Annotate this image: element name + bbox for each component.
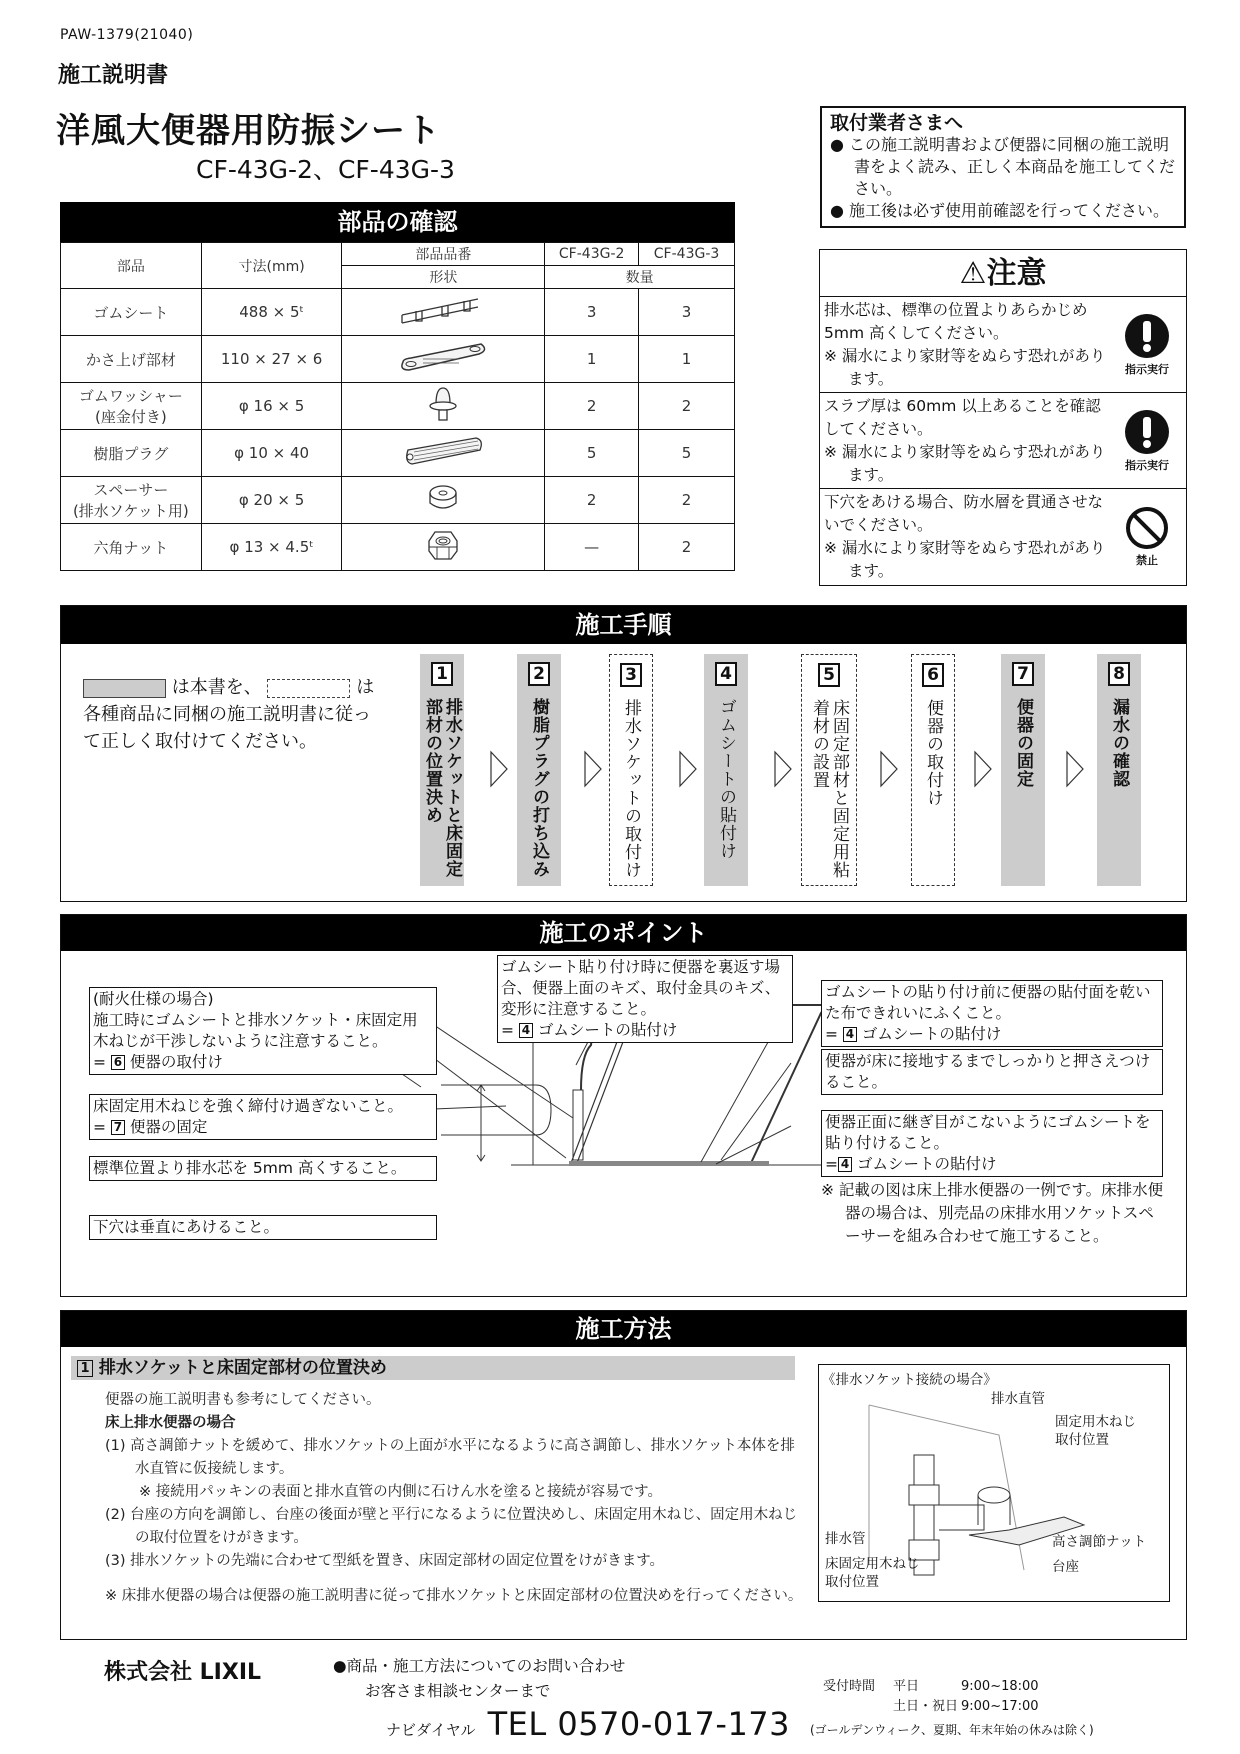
table-row	[61, 336, 735, 383]
warning-triangle-icon: ⚠	[959, 256, 987, 291]
part-name: 六角ナット	[61, 524, 202, 571]
section-header-parts: 部品の確認	[60, 202, 735, 242]
callout-flip-toilet: ゴムシート貼り付け時に便器を裏返す場合、便器上面のキズ、取付金具のキズ、変形に注意すること。 = 4 ゴムシートの貼付け	[497, 955, 793, 1043]
chevron-right-icon	[1065, 750, 1085, 788]
resin-plug-icon	[400, 434, 486, 468]
callout-screw: 床固定用木ねじを強く締付け過ぎないこと。 = 7 便器の固定	[89, 1094, 437, 1140]
prohibited-icon	[1125, 506, 1169, 550]
part-shape	[342, 289, 545, 336]
section-header-method: 施工方法	[61, 1311, 1186, 1347]
page-title: 洋風大便器用防振シート	[56, 111, 441, 151]
company-logo: 株式会社 LIXIL	[104, 1660, 262, 1685]
part-name: ゴムワッシャー (座金付き)	[61, 383, 202, 430]
callout-wipe-surface: ゴムシートの貼り付け前に便器の貼付面を乾いた布できれいにふくこと。 = 4 ゴムシートの貼付け	[821, 980, 1163, 1047]
step-8: 8 漏水の確認	[1097, 654, 1141, 886]
col-header-model-b: CF-43G-3	[639, 243, 735, 266]
model-numbers: CF-43G-2、CF-43G-3	[196, 155, 455, 184]
qty-cf-43g-3: 2	[639, 383, 735, 430]
chevron-right-icon	[489, 750, 509, 788]
inquiry-text: ●商品・施工方法についてのお問い合わせ お客さま相談センターまで	[333, 1657, 626, 1700]
method-step-header: 1 排水ソケットと床固定部材の位置決め	[71, 1356, 795, 1380]
part-shape	[342, 383, 545, 430]
part-size: φ 10 × 40	[201, 430, 342, 477]
hex-nut-icon	[425, 527, 461, 563]
qty-cf-43g-3: 5	[639, 430, 735, 477]
notice-title: 取付業者さまへ	[830, 112, 964, 134]
rubber-sheet-icon	[398, 293, 488, 327]
legend-swatch-this-manual	[83, 679, 166, 698]
notice-item: ● この施工説明書および便器に同梱の施工説明書をよく読み、正しく本商品を施工してください。	[830, 135, 1175, 198]
table-row	[61, 383, 735, 430]
installation-points-section	[60, 914, 1187, 1297]
installation-method-section	[60, 1310, 1187, 1640]
diagram-note: ※ 記載の図は床上排水便器の一例です。床排水便器の場合は、別売品の床排水用ソケットスペーサーを組み合わせて施工すること。	[821, 1181, 1164, 1245]
caution-item: 排水芯は、標準の位置よりあらかじめ 5mm 高くしてください。 ※ 漏水により家財等をぬらす恐れがあります。 指示実行	[820, 297, 1186, 393]
part-shape	[342, 524, 545, 571]
bullet-icon: ●	[830, 135, 850, 154]
method-body: 便器の施工説明書も参考にしてください。 床上排水便器の場合 (1) 高さ調節ナットを緩めて、排水ソケットの上面が水平になるように高さ調節し、排水ソケット本体を排水直管に仮接続します。 ※ 接続用パッキンの表面と排水直管の内側に石けん水を塗ると接続が容易です。 (2) 台座の方向を調節し、台座の後面が壁と平行になるように位置決めし、床固定用木ねじ、固定用木ねじの取付位置をけがきます。 (3) 排水ソケットの先端に合わせて型紙を置き、床固定部材の固定位置をけがきます。 ※ 床排水便器の場合は便器の施工説明書に従って排水ソケットと床固定部材の位置決めを行ってください。	[105, 1392, 803, 1604]
installer-notice	[820, 106, 1186, 228]
col-header-size: 寸法(mm)	[201, 243, 342, 289]
mandatory-icon	[1124, 313, 1170, 359]
business-hours: 受付時間 平日 9:00~18:00 土日・祝日 9:00~17:00	[823, 1679, 1039, 1714]
holiday-note: (ゴールデンウィーク、夏期、年末年始の休みは除く)	[810, 1723, 1094, 1737]
legend-swatch-other-manual	[267, 679, 350, 698]
step-4: 4 ゴムシートの貼付け	[704, 654, 748, 886]
spacer-icon	[426, 481, 460, 515]
qty-cf-43g-2: 1	[545, 336, 639, 383]
qty-cf-43g-2: 2	[545, 383, 639, 430]
part-size: 488 × 5ᵗ	[201, 289, 342, 336]
document-code: PAW-1379(21040)	[60, 27, 194, 43]
phone-number: ナビダイヤル TEL 0570-017-173	[386, 1705, 791, 1743]
table-row	[61, 289, 735, 336]
chevron-right-icon	[879, 750, 899, 788]
step-5: 5 床固定部材と固定用粘着材の設置	[801, 654, 857, 886]
bullet-icon: ●	[830, 201, 850, 220]
part-shape	[342, 477, 545, 524]
table-row	[61, 477, 735, 524]
qty-cf-43g-2: 5	[545, 430, 639, 477]
procedure-section	[60, 605, 1187, 902]
qty-cf-43g-2: —	[545, 524, 639, 571]
step-6: 6 便器の取付け	[911, 654, 955, 886]
part-name: 樹脂プラグ	[61, 430, 202, 477]
chevron-right-icon	[583, 750, 603, 788]
col-header-model-a: CF-43G-2	[545, 243, 639, 266]
part-size: 110 × 27 × 6	[201, 336, 342, 383]
part-name: かさ上げ部材	[61, 336, 202, 383]
col-header-part-no: 部品品番	[342, 243, 545, 266]
notice-item: ● 施工後は必ず使用前確認を行ってください。	[830, 201, 1170, 220]
caution-item: スラブ厚は 60mm 以上あることを確認してください。 ※ 漏水により家財等をぬらす恐れがあります。 指示実行	[820, 393, 1186, 489]
section-header-procedure: 施工手順	[61, 606, 1186, 644]
section-header-points: 施工のポイント	[61, 915, 1186, 951]
part-shape	[342, 336, 545, 383]
qty-cf-43g-3: 1	[639, 336, 735, 383]
caution-box	[819, 249, 1187, 586]
part-shape	[342, 430, 545, 477]
part-size: φ 20 × 5	[201, 477, 342, 524]
document-kind: 施工説明書	[58, 63, 169, 88]
step-3: 3 排水ソケットの取付け	[609, 654, 653, 886]
callout-fireproof: (耐火仕様の場合) 施工時にゴムシートと排水ソケット・床固定用木ねじが干渉しないように注意すること。 = 6 便器の取付け	[89, 987, 437, 1075]
qty-cf-43g-3: 2	[639, 477, 735, 524]
rubber-washer-icon	[426, 384, 460, 424]
procedure-legend: は本書を、 は 各種商品に同梱の施工説明書に従って正しく取付けてください。	[83, 677, 375, 752]
caution-header: ⚠注意	[820, 250, 1186, 297]
part-name: ゴムシート	[61, 289, 202, 336]
drain-socket-figure: 《排水ソケット接続の場合》 排水直管 固定用木ねじ 取付位置 排水管 高さ調節ナット 床固定用木ねじ 取付位置 台座	[818, 1364, 1170, 1602]
col-header-qty: 数量	[545, 266, 735, 289]
chevron-right-icon	[973, 750, 993, 788]
qty-cf-43g-3: 3	[639, 289, 735, 336]
caution-item: 下穴をあける場合、防水層を貫通させないでください。 ※ 漏水により家財等をぬらす恐れがあります。 禁止	[820, 489, 1186, 585]
parts-check-section	[60, 202, 735, 571]
riser-plate-icon	[395, 340, 491, 374]
col-header-part: 部品	[61, 243, 202, 289]
qty-cf-43g-3: 2	[639, 524, 735, 571]
tel-link[interactable]: TEL 0570-017-173	[487, 1705, 791, 1743]
chevron-right-icon	[678, 750, 698, 788]
step-2: 2 樹脂プラグの打ち込み	[517, 654, 561, 886]
qty-cf-43g-2: 2	[545, 477, 639, 524]
qty-cf-43g-2: 3	[545, 289, 639, 336]
table-row	[61, 524, 735, 571]
chevron-right-icon	[773, 750, 793, 788]
callout-seam: 便器正面に継ぎ目がこないようにゴムシートを貼り付けること。 = 4 ゴムシートの貼付け	[821, 1110, 1163, 1177]
parts-table	[60, 242, 735, 571]
step-1: 1 排水ソケットと床固定部材の位置決め	[420, 654, 464, 886]
callout-drain-center: 標準位置より排水芯を 5mm 高くすること。	[89, 1156, 437, 1181]
step-7: 7 便器の固定	[1001, 654, 1045, 886]
mandatory-icon	[1124, 409, 1170, 455]
part-size: φ 16 × 5	[201, 383, 342, 430]
table-row	[61, 430, 735, 477]
col-header-shape: 形状	[342, 266, 545, 289]
part-size: φ 13 × 4.5ᵗ	[201, 524, 342, 571]
callout-press-down: 便器が床に接地するまでしっかりと押さえつけること。	[821, 1049, 1163, 1095]
callout-pilot-hole: 下穴は垂直にあけること。	[89, 1215, 437, 1240]
part-name: スペーサー (排水ソケット用)	[61, 477, 202, 524]
